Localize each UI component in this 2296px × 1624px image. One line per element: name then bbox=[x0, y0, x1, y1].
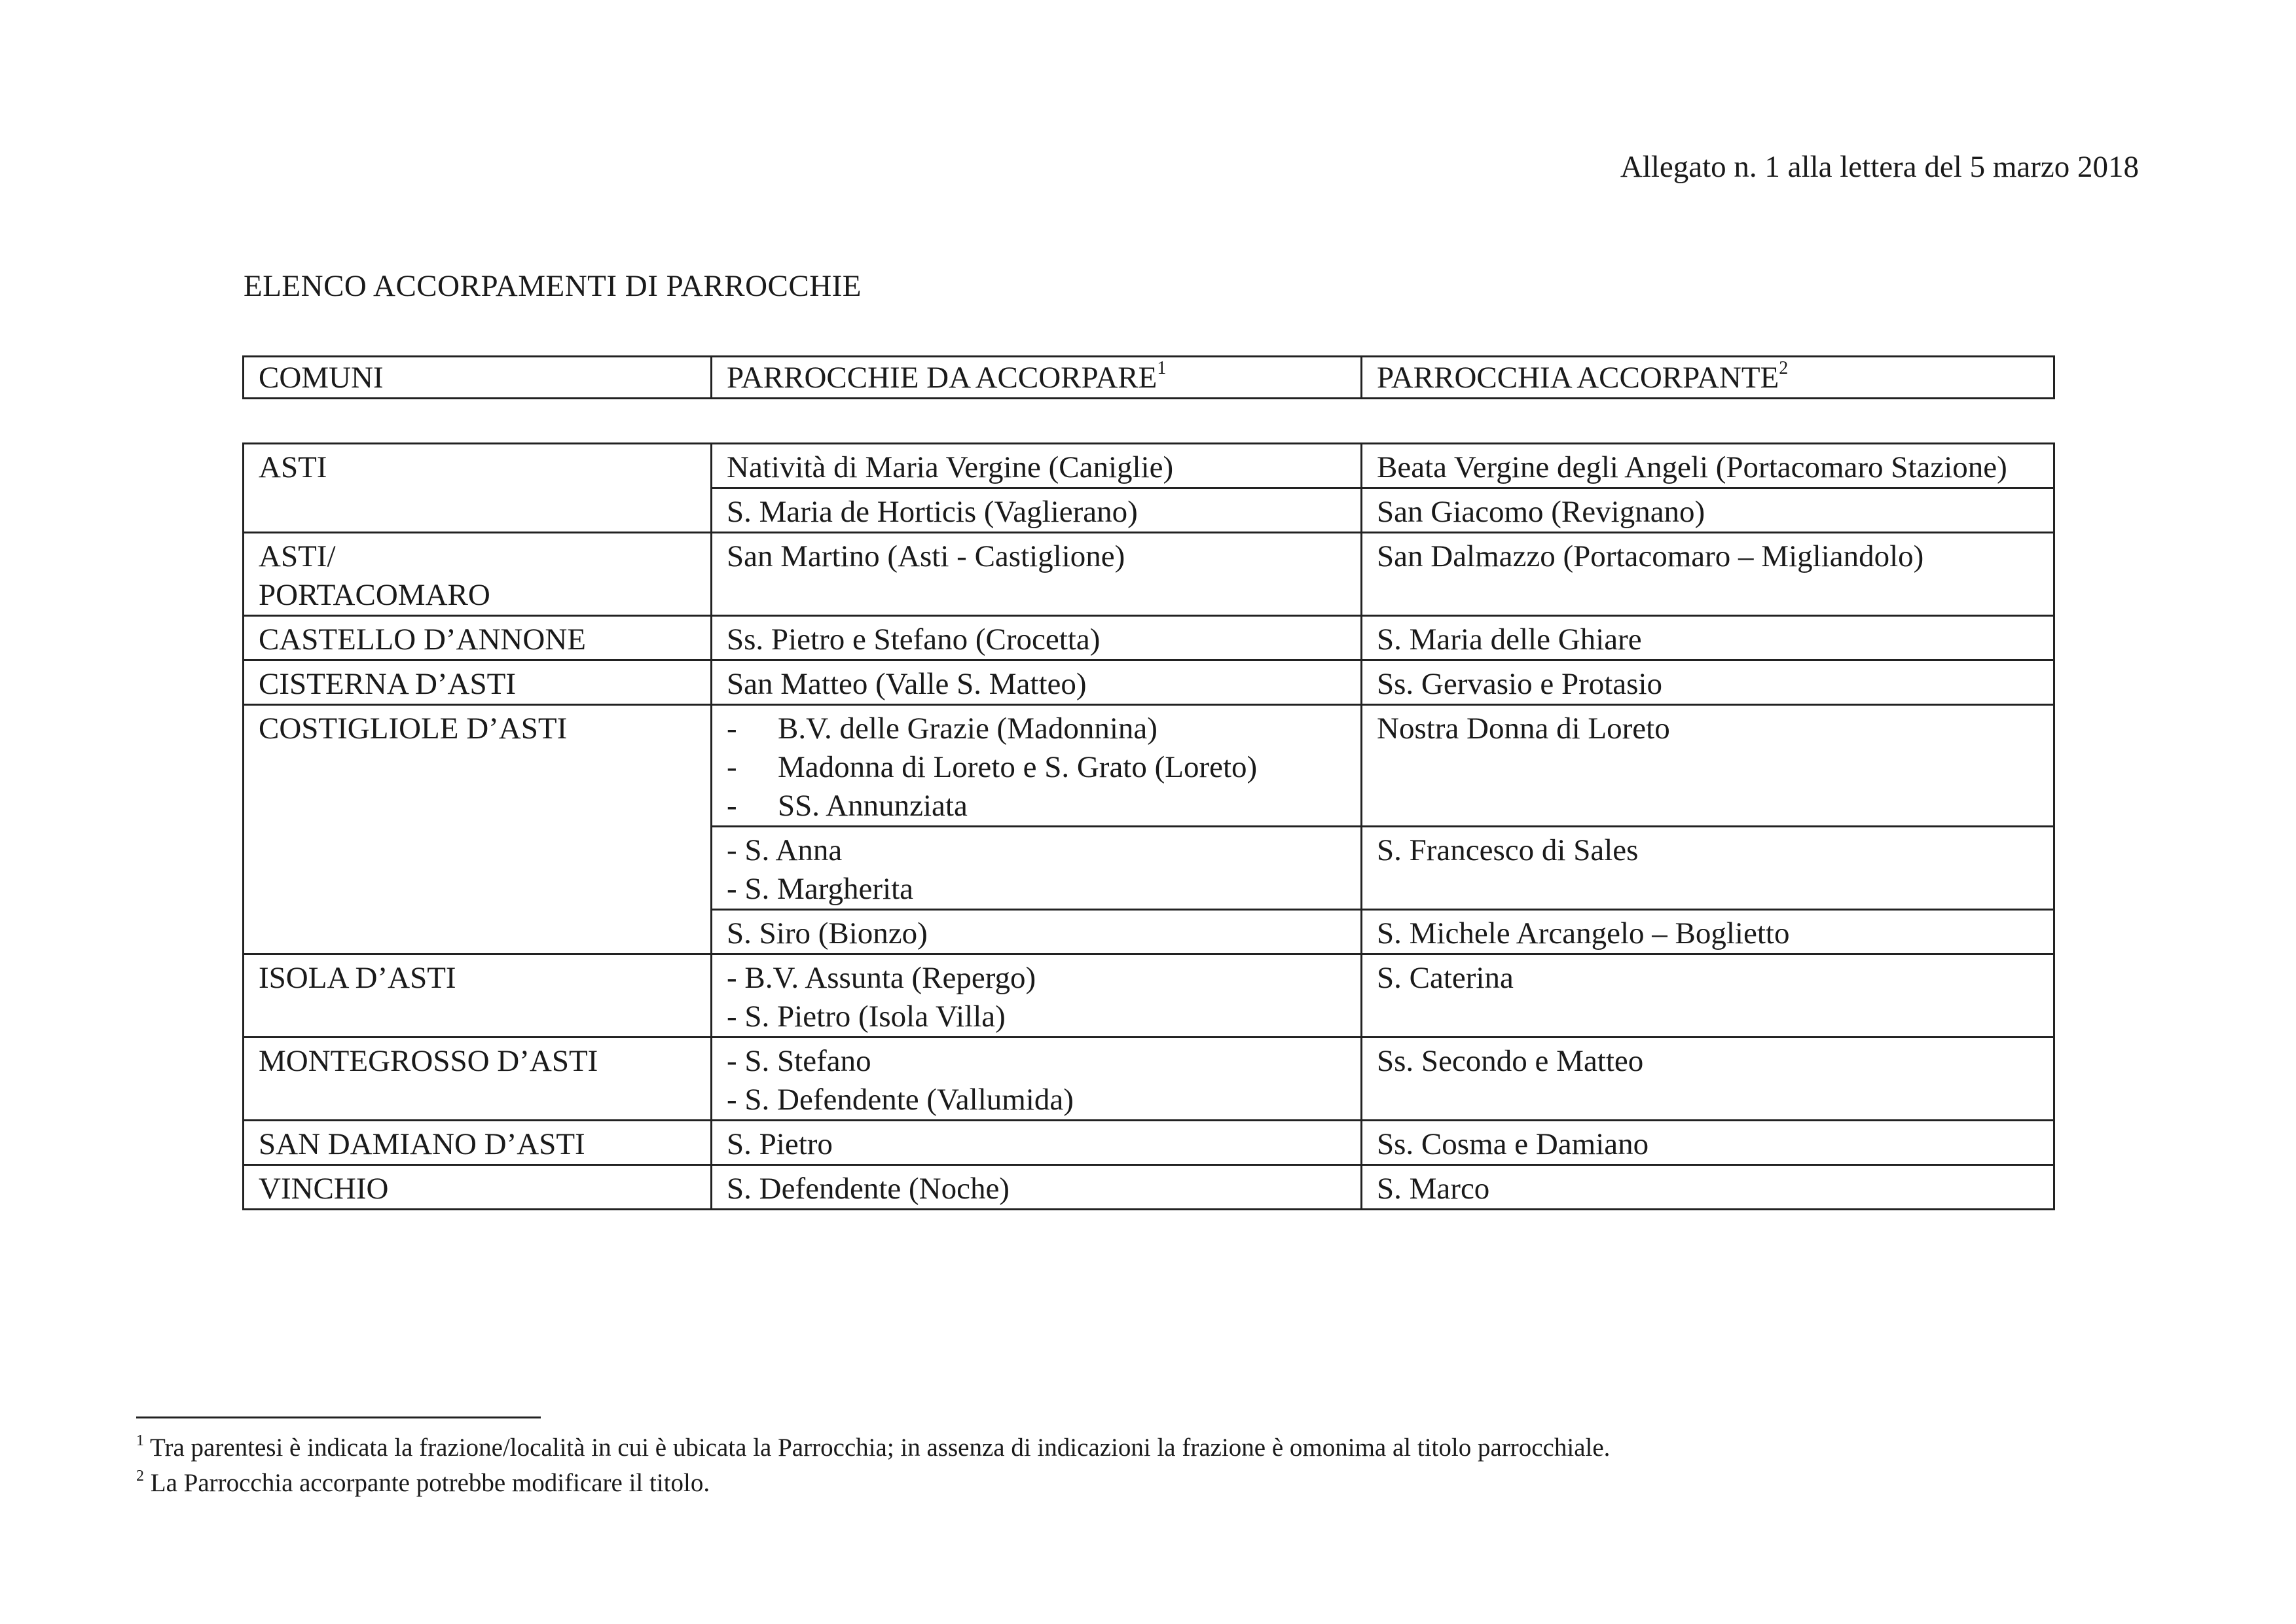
da-accorpare-cell: Ss. Pietro e Stefano (Crocetta) bbox=[712, 616, 1362, 660]
accorpante-cell: Ss. Gervasio e Protasio bbox=[1362, 660, 2054, 705]
accorpante-cell: San Giacomo (Revignano) bbox=[1362, 488, 2054, 533]
table-row bbox=[244, 660, 2054, 705]
parishes-table bbox=[242, 442, 2055, 1210]
list-item: - S. Margherita bbox=[727, 872, 913, 906]
da-accorpare-cell: San Matteo (Valle S. Matteo) bbox=[712, 660, 1362, 705]
table-row bbox=[244, 444, 2054, 488]
list-item: - S. Stefano bbox=[727, 1044, 871, 1078]
accorpante-cell: S. Marco bbox=[1362, 1165, 2054, 1210]
da-accorpare-cell bbox=[712, 827, 1362, 910]
comune-cell: SAN DAMIANO D’ASTI bbox=[244, 1121, 712, 1165]
accorpante-cell: Ss. Cosma e Damiano bbox=[1362, 1121, 2054, 1165]
table-row bbox=[244, 1038, 2054, 1121]
comune-cell: CASTELLO D’ANNONE bbox=[244, 616, 712, 660]
da-accorpare-cell: S. Defendente (Noche) bbox=[712, 1165, 1362, 1210]
accorpante-cell: S. Maria delle Ghiare bbox=[1362, 616, 2054, 660]
accorpante-cell: S. Francesco di Sales bbox=[1362, 827, 2054, 910]
attachment-reference: Allegato n. 1 alla lettera del 5 marzo 2018 bbox=[1620, 150, 2139, 184]
table-row bbox=[244, 954, 2054, 1038]
da-accorpare-cell bbox=[712, 1038, 1362, 1121]
list-item: - S. Defendente (Vallumida) bbox=[727, 1083, 1074, 1117]
header-row bbox=[244, 357, 2054, 399]
accorpante-cell: S. Michele Arcangelo – Boglietto bbox=[1362, 910, 2054, 954]
comune-cell: ISOLA D’ASTI bbox=[244, 954, 712, 1038]
comune-cell: CISTERNA D’ASTI bbox=[244, 660, 712, 705]
da-accorpare-cell: S. Siro (Bionzo) bbox=[712, 910, 1362, 954]
comune-cell: MONTEGROSSO D’ASTI bbox=[244, 1038, 712, 1121]
accorpante-cell: Beata Vergine degli Angeli (Portacomaro Stazione) bbox=[1362, 444, 2054, 488]
accorpante-cell: Nostra Donna di Loreto bbox=[1362, 705, 2054, 827]
footnote-1: $^1$ Tra parentesi è indicata la frazione/località in cui è ubicata la Parrocchia; in assenza di indicazioni la frazione è omonima al titolo parrocchiale. bbox=[136, 1432, 1611, 1462]
list-item: - B.V. delle Grazie (Madonnina) bbox=[727, 712, 1157, 746]
footnote-ref-1: 1 bbox=[1157, 358, 1167, 379]
da-accorpare-cell bbox=[712, 705, 1362, 827]
list-item: - Madonna di Loreto e S. Grato (Loreto) bbox=[727, 750, 1258, 784]
header-comuni: COMUNI bbox=[244, 357, 712, 399]
table-row bbox=[244, 1121, 2054, 1165]
da-accorpare-cell: S. Pietro bbox=[712, 1121, 1362, 1165]
da-accorpare-cell: San Martino (Asti - Castiglione) bbox=[712, 533, 1362, 616]
comune-cell: ASTI/ PORTACOMARO bbox=[244, 533, 712, 616]
da-accorpare-cell bbox=[712, 954, 1362, 1038]
list-item: - SS. Annunziata bbox=[727, 789, 968, 823]
comune-cell: COSTIGLIOLE D’ASTI bbox=[244, 705, 712, 954]
accorpante-cell: San Dalmazzo (Portacomaro – Migliandolo) bbox=[1362, 533, 2054, 616]
footnote-divider bbox=[136, 1416, 541, 1418]
header-parrocchia-accorpante: PARROCCHIA ACCORPANTE$^2$ bbox=[1362, 357, 2054, 399]
accorpante-cell: S. Caterina bbox=[1362, 954, 2054, 1038]
list-item: - S. Anna bbox=[727, 833, 843, 867]
table-row bbox=[244, 1165, 2054, 1210]
table-row bbox=[244, 616, 2054, 660]
da-accorpare-cell: Natività di Maria Vergine (Caniglie) bbox=[712, 444, 1362, 488]
document-title: ELENCO ACCORPAMENTI DI PARROCCHIE bbox=[244, 269, 862, 303]
comune-cell: VINCHIO bbox=[244, 1165, 712, 1210]
da-accorpare-cell: S. Maria de Horticis (Vaglierano) bbox=[712, 488, 1362, 533]
footnotes bbox=[136, 1430, 1610, 1501]
footnote-ref-2: 2 bbox=[1779, 358, 1789, 379]
accorpante-cell: Ss. Secondo e Matteo bbox=[1362, 1038, 2054, 1121]
comune-cell: ASTI bbox=[244, 444, 712, 533]
column-header-table bbox=[242, 355, 2055, 399]
footnote-2: $^2$ La Parrocchia accorpante potrebbe modificare il titolo. bbox=[136, 1468, 710, 1497]
list-item: - B.V. Assunta (Repergo) bbox=[727, 961, 1036, 995]
table-row bbox=[244, 705, 2054, 827]
header-parrocchie-da-accorpare: PARROCCHIE DA ACCORPARE$^1$ bbox=[712, 357, 1362, 399]
list-item: - S. Pietro (Isola Villa) bbox=[727, 1000, 1006, 1034]
table-row bbox=[244, 533, 2054, 616]
